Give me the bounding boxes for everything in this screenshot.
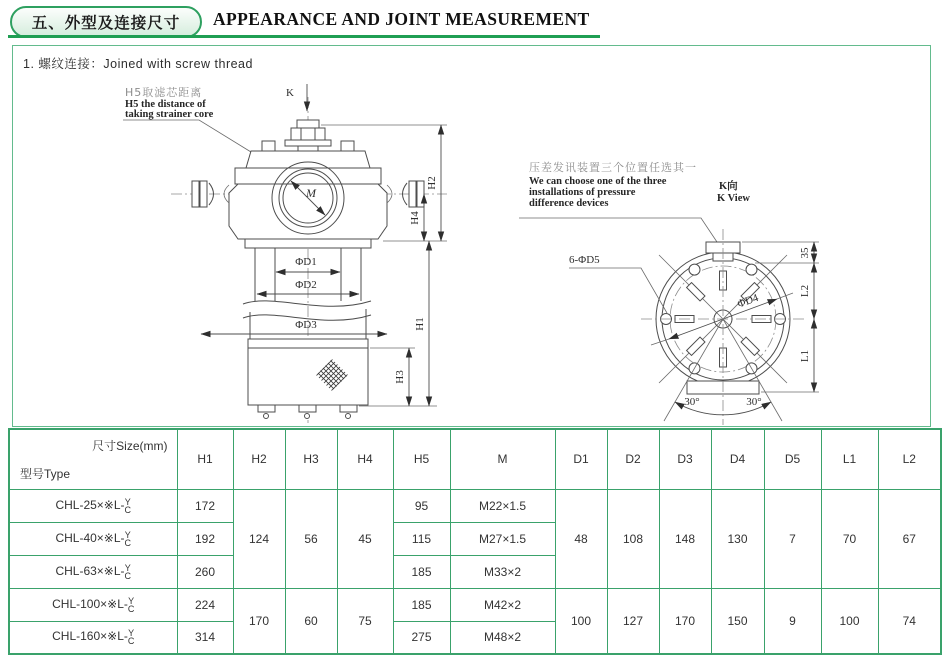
dim-label-h4: H4 [409,211,421,225]
cell-d2-group2: 127 [607,588,659,654]
model-cell: CHL-100×※L- Y C [9,588,177,621]
cell-h3-group2: 60 [285,588,337,654]
dim-label-h2: H2 [426,176,438,190]
k-view-label-cn: K向 [719,181,738,192]
col-header-d4: D4 [711,429,764,489]
col-header-h4: H4 [337,429,393,489]
h5-note-en1: H5 the distance of [125,99,206,110]
corner-type-label: 型号Type [20,466,71,481]
angle-label-left: 30° [684,396,700,408]
cell-h2-group1: 124 [233,489,285,588]
cell-m: M42×2 [450,588,555,621]
cell-d2-group1: 108 [607,489,659,588]
cell-d5-group1: 7 [764,489,821,588]
dim-label-l1: L1 [799,349,811,363]
dim-label-35: 35 [799,247,811,259]
cell-h1: 224 [177,588,233,621]
page-title-en: APPEARANCE AND JOINT MEASUREMENT [213,9,590,29]
dim-label-d1: ΦD1 [295,256,317,268]
page-title-cn-text: 五、外型及连接尺寸 [31,15,181,32]
dimension-table [8,428,942,655]
dim-label-m: M [306,186,316,200]
cell-m: M27×1.5 [450,522,555,555]
h5-note-cn: H5取滤芯距离 [125,86,203,99]
pressure-note-en1: We can choose one of the three [529,176,667,187]
pressure-note-en3: difference devices [529,198,609,209]
col-header-h5: H5 [393,429,450,489]
col-header-h2: H2 [233,429,285,489]
cell-d5-group2: 9 [764,588,821,654]
model-cell: CHL-160×※L- Y C [9,621,177,654]
col-header-l2: L2 [878,429,941,489]
cell-h1: 314 [177,621,233,654]
col-header-m: M [450,429,555,489]
col-header-d5: D5 [764,429,821,489]
cell-m: M22×1.5 [450,489,555,522]
angle-label-right: 30° [746,396,762,408]
dim-label-d2: ΦD2 [295,279,317,291]
cell-l1-group2: 100 [821,588,878,654]
cell-h5: 115 [393,522,450,555]
cell-h3-group1: 56 [285,489,337,588]
cell-l2-group1: 67 [878,489,941,588]
corner-header-cell [9,429,177,489]
section-label: 1. 螺纹连接：Joined with screw thread [23,57,253,71]
k-view [519,160,819,425]
dim-label-l2: L2 [799,284,811,298]
cell-h1: 192 [177,522,233,555]
corner-size-label: 尺寸Size(mm) [92,439,168,453]
table-row [9,489,941,522]
col-header-h3: H3 [285,429,337,489]
k-view-label-en: K View [717,193,750,204]
cell-h1: 172 [177,489,233,522]
col-header-d3: D3 [659,429,711,489]
drawing-panel [12,45,931,427]
col-header-d2: D2 [607,429,659,489]
dim-label-h1: H1 [414,317,426,331]
col-header-d1: D1 [555,429,607,489]
technical-drawing [13,46,930,426]
model-cell: CHL-63×※L- Y C [9,555,177,588]
cell-h4-group2: 75 [337,588,393,654]
cell-h5: 275 [393,621,450,654]
cell-h5: 185 [393,555,450,588]
table-row [9,588,941,621]
model-cell: CHL-40×※L- Y C [9,522,177,555]
cell-d4-group2: 150 [711,588,764,654]
cell-d3-group2: 170 [659,588,711,654]
col-header-l1: L1 [821,429,878,489]
pressure-note-en2: installations of pressure [529,187,636,198]
front-view [123,84,447,423]
dim-label-d4: ΦD4 [735,291,761,311]
page-title-cn [10,6,202,38]
cell-h2-group2: 170 [233,588,285,654]
cell-l1-group1: 70 [821,489,878,588]
title-underline [8,35,600,38]
cell-h4-group1: 45 [337,489,393,588]
cell-d3-group1: 148 [659,489,711,588]
dim-label-h3: H3 [394,370,406,384]
cell-h1: 260 [177,555,233,588]
cell-m: M48×2 [450,621,555,654]
k-direction-label: K [286,87,294,99]
cell-d1-group1: 48 [555,489,607,588]
cell-m: M33×2 [450,555,555,588]
cell-h5: 95 [393,489,450,522]
pressure-note-cn: 压差发讯装置三个位置任选其一 [529,161,697,174]
h5-note-en2: taking strainer core [125,109,214,120]
cell-l2-group2: 74 [878,588,941,654]
cell-h5: 185 [393,588,450,621]
col-header-h1: H1 [177,429,233,489]
cell-d1-group2: 100 [555,588,607,654]
model-cell: CHL-25×※L- Y C [9,489,177,522]
holes-label: 6-ΦD5 [569,254,600,266]
cell-d4-group1: 130 [711,489,764,588]
dim-label-d3: ΦD3 [295,319,317,331]
